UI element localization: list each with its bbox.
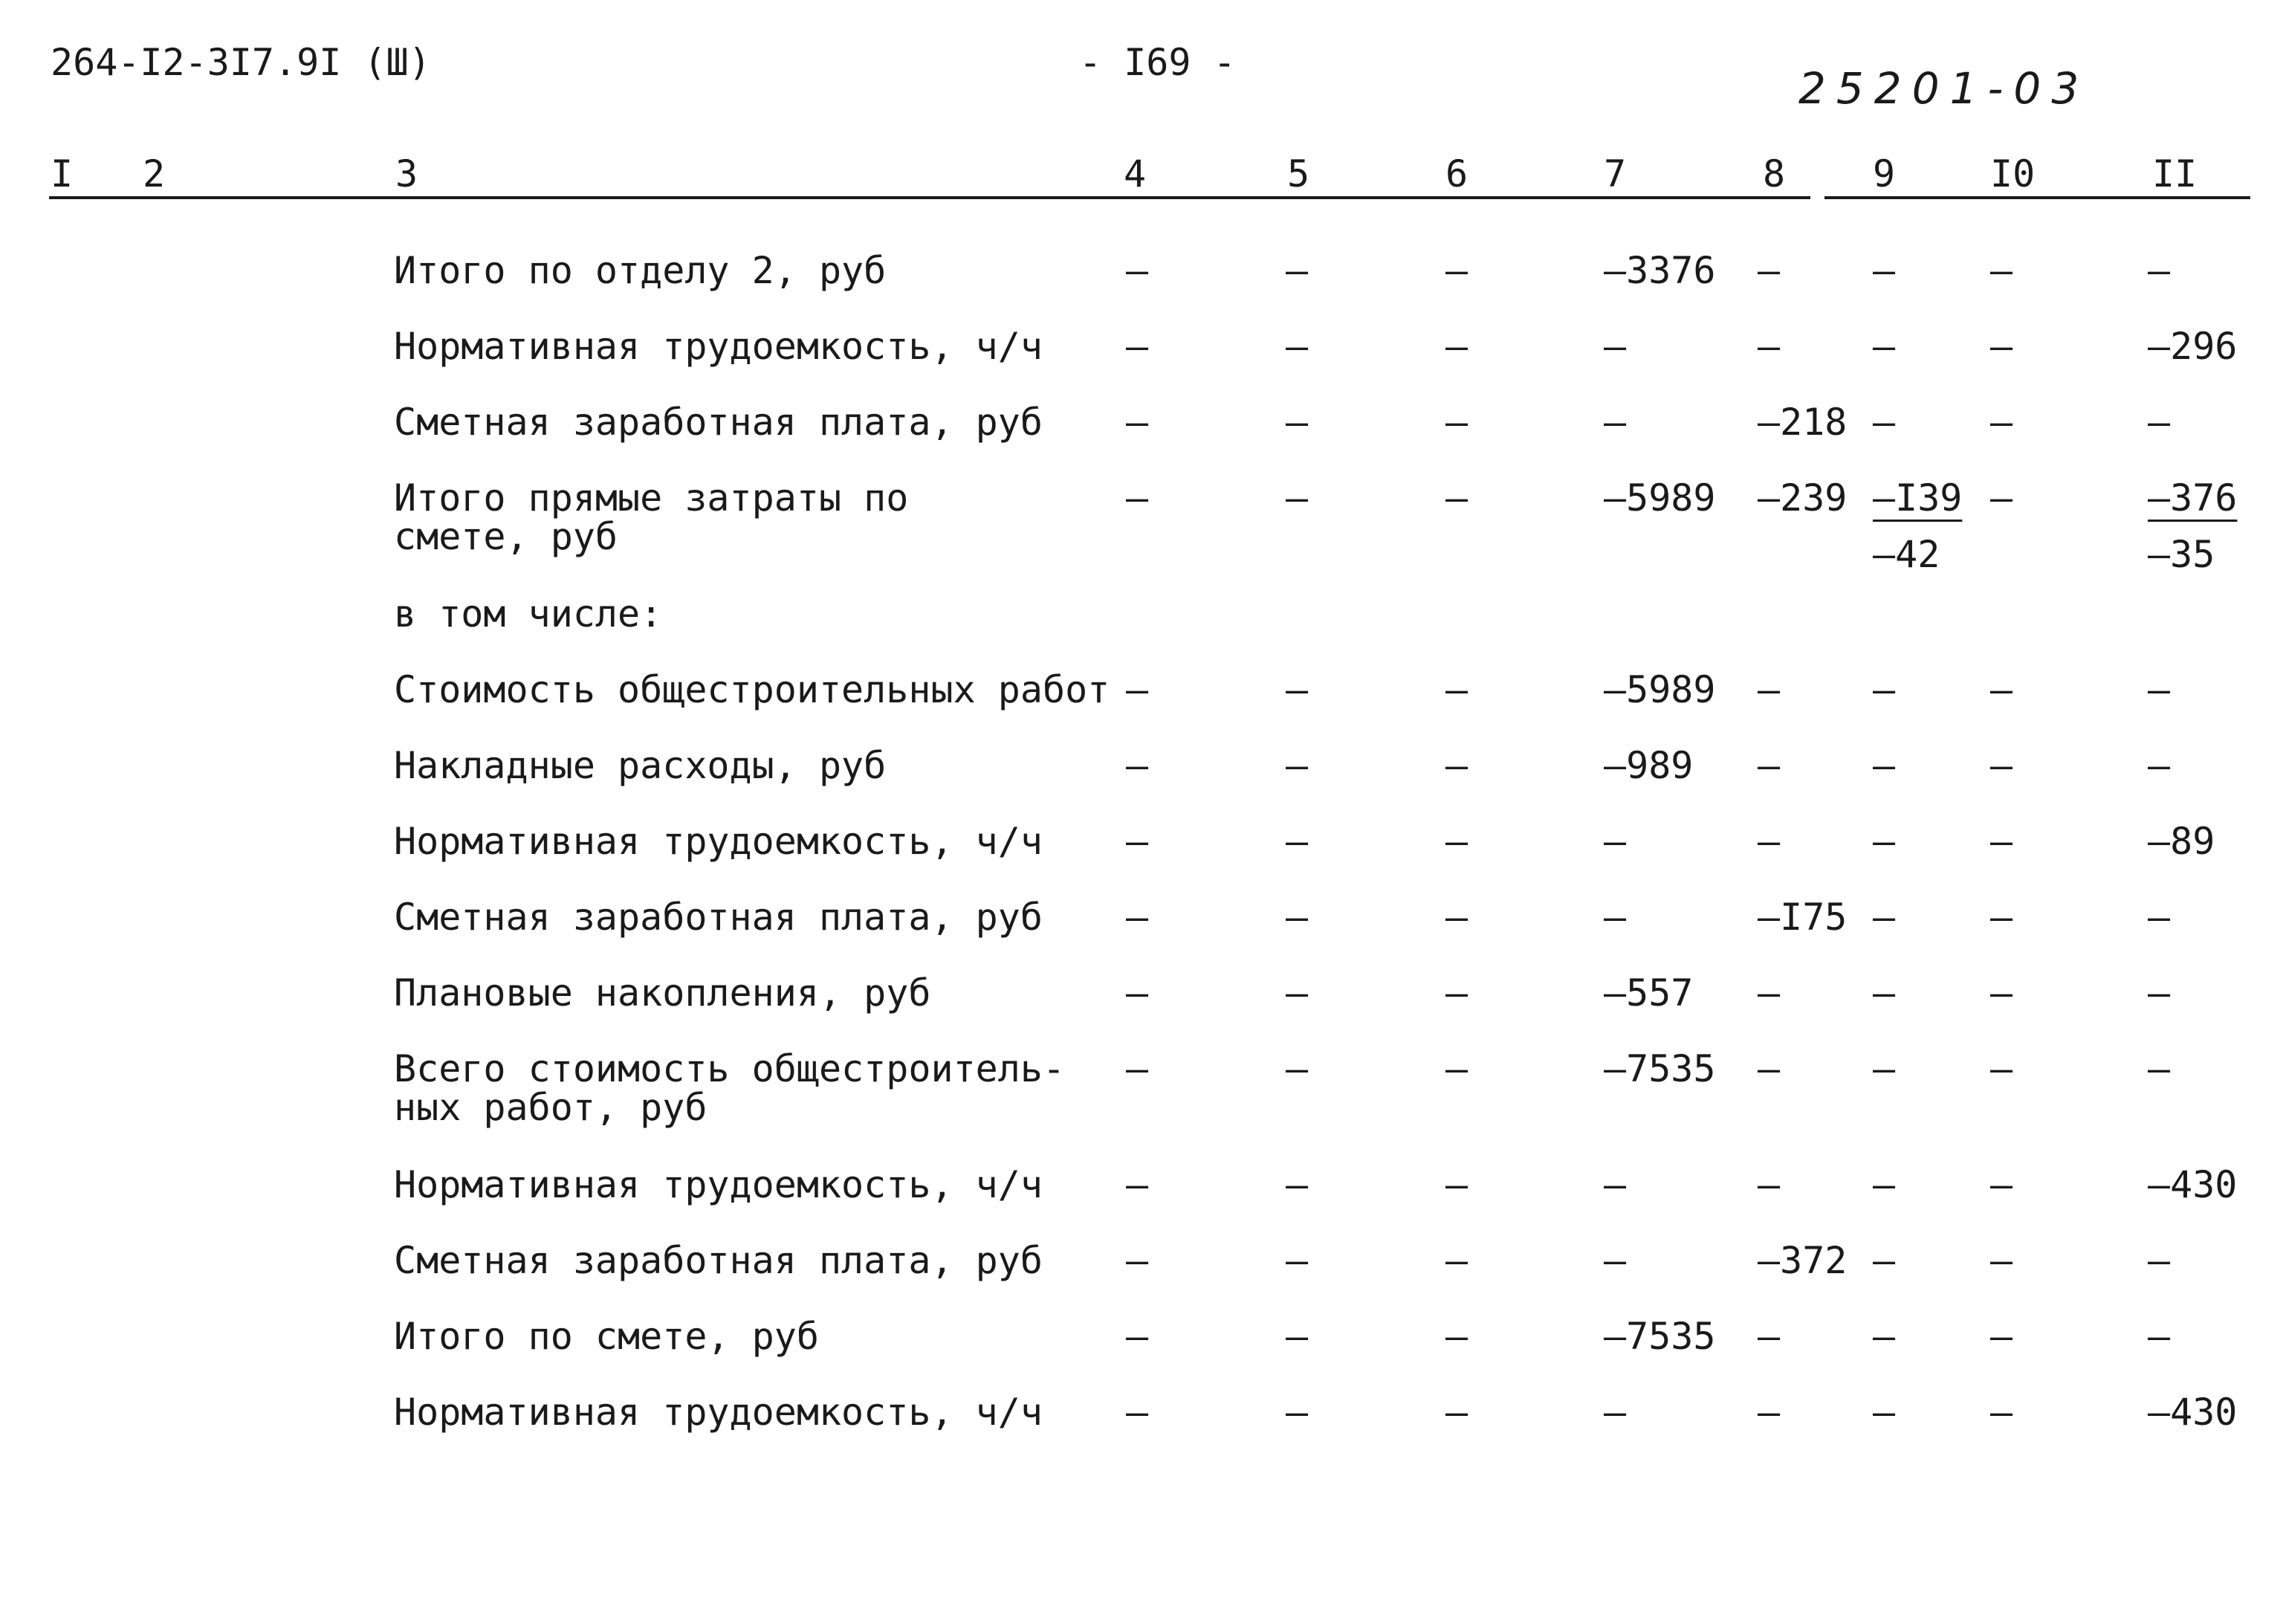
cell-col-11: – bbox=[2148, 249, 2171, 292]
cell-col-4: – bbox=[1126, 1391, 1149, 1434]
row-label: Нормативная трудоемкость, ч/ч bbox=[394, 325, 1043, 368]
cell-col-9: – bbox=[1873, 1239, 1896, 1282]
cell-col-9: – bbox=[1873, 971, 1896, 1015]
cell-col-6: – bbox=[1445, 820, 1468, 863]
row-label: Нормативная трудоемкость, ч/ч bbox=[394, 1391, 1043, 1434]
cell-col-7: –557 bbox=[1604, 971, 1694, 1015]
cell-col-11: –430 bbox=[2148, 1391, 2238, 1434]
cell-col-9: – bbox=[1873, 1391, 1896, 1434]
cell-col-11: – bbox=[2148, 971, 2171, 1015]
row-label: Всего стоимость общестроитель- bbox=[394, 1047, 1066, 1090]
page-number: - I69 - bbox=[1079, 41, 1236, 84]
cell-col-7: – bbox=[1604, 1163, 1627, 1206]
cell-col-5: – bbox=[1286, 971, 1309, 1015]
cell-col-8: – bbox=[1758, 1047, 1781, 1090]
row-label: Нормативная трудоемкость, ч/ч bbox=[394, 820, 1043, 863]
cell-col-7: – bbox=[1604, 325, 1627, 368]
cell-col-10: – bbox=[1990, 476, 2013, 520]
column-header-4: 4 bbox=[1124, 152, 1147, 195]
cell-col-8: – bbox=[1758, 1163, 1781, 1206]
cell-col-8: – bbox=[1758, 971, 1781, 1015]
cell-col-9: – bbox=[1873, 325, 1896, 368]
cell-col-4: – bbox=[1126, 249, 1149, 292]
cell-col-11: – bbox=[2148, 1315, 2171, 1358]
row-label: Сметная заработная плата, руб bbox=[394, 1239, 1043, 1282]
cell-col-6: – bbox=[1445, 971, 1468, 1015]
cell-col-11: – bbox=[2148, 896, 2171, 939]
column-header-5: 5 bbox=[1287, 152, 1310, 195]
row-label: Итого прямые затраты по bbox=[394, 476, 909, 520]
cell-col-5: – bbox=[1286, 896, 1309, 939]
cell-col-10: – bbox=[1990, 971, 2013, 1015]
column-header-11: II bbox=[2152, 152, 2198, 195]
cell-col-5: – bbox=[1286, 744, 1309, 787]
cell-col-6: – bbox=[1445, 401, 1468, 444]
cell-col-8: – bbox=[1758, 325, 1781, 368]
cell-col-8: –I75 bbox=[1758, 896, 1848, 939]
row-label: Сметная заработная плата, руб bbox=[394, 896, 1043, 939]
cell-col-5: – bbox=[1286, 401, 1309, 444]
cell-col-10: – bbox=[1990, 820, 2013, 863]
cell-col-9: –I39 bbox=[1873, 476, 1963, 520]
cell-col-10: – bbox=[1990, 1315, 2013, 1358]
cell-col-8: – bbox=[1758, 1391, 1781, 1434]
row-label: Итого по отделу 2, руб bbox=[394, 249, 887, 292]
column-header-7: 7 bbox=[1604, 152, 1627, 195]
cell-col-4: – bbox=[1126, 1163, 1149, 1206]
cell-col-10: – bbox=[1990, 1239, 2013, 1282]
cell-col-11: –376 bbox=[2148, 476, 2238, 520]
cell-col-5: – bbox=[1286, 249, 1309, 292]
cell-col-11: – bbox=[2148, 1047, 2171, 1090]
cell-col-9-denominator: –42 bbox=[1873, 533, 1940, 576]
cell-col-5: – bbox=[1286, 1239, 1309, 1282]
cell-col-7: –5989 bbox=[1604, 668, 1716, 711]
cell-col-6: – bbox=[1445, 896, 1468, 939]
row-label: Нормативная трудоемкость, ч/ч bbox=[394, 1163, 1043, 1206]
cell-col-5: – bbox=[1286, 325, 1309, 368]
cell-col-10: – bbox=[1990, 401, 2013, 444]
cell-col-6: – bbox=[1445, 1391, 1468, 1434]
cell-col-6: – bbox=[1445, 744, 1468, 787]
cell-col-5: – bbox=[1286, 476, 1309, 520]
cell-col-6: – bbox=[1445, 1163, 1468, 1206]
cell-col-9: – bbox=[1873, 744, 1896, 787]
row-label: в том числе: bbox=[394, 592, 663, 635]
cell-col-7: –3376 bbox=[1604, 249, 1716, 292]
cell-col-6: – bbox=[1445, 668, 1468, 711]
cell-col-11: –296 bbox=[2148, 325, 2238, 368]
cell-col-5: – bbox=[1286, 1047, 1309, 1090]
cell-col-9: – bbox=[1873, 820, 1896, 863]
cell-col-11: –430 bbox=[2148, 1163, 2238, 1206]
cell-col-5: – bbox=[1286, 1391, 1309, 1434]
cell-col-6: – bbox=[1445, 1047, 1468, 1090]
cell-col-10: – bbox=[1990, 249, 2013, 292]
cell-col-9: – bbox=[1873, 1163, 1896, 1206]
cell-col-5: – bbox=[1286, 820, 1309, 863]
cell-col-9: – bbox=[1873, 401, 1896, 444]
cell-col-11: – bbox=[2148, 668, 2171, 711]
cell-col-7: – bbox=[1604, 1391, 1627, 1434]
row-label: смете, руб bbox=[394, 515, 618, 558]
column-header-6: 6 bbox=[1445, 152, 1468, 195]
cell-col-9: – bbox=[1873, 1315, 1896, 1358]
cell-col-5: – bbox=[1286, 1315, 1309, 1358]
row-label: Накладные расходы, руб bbox=[394, 744, 887, 787]
cell-col-4: – bbox=[1126, 668, 1149, 711]
cell-col-8: – bbox=[1758, 249, 1781, 292]
cell-col-4: – bbox=[1126, 744, 1149, 787]
document-code: 264-I2-3I7.9I (Ш) bbox=[51, 41, 431, 84]
cell-col-8: – bbox=[1758, 744, 1781, 787]
cell-col-7: –5989 bbox=[1604, 476, 1716, 520]
cell-col-6: – bbox=[1445, 325, 1468, 368]
cell-col-9: – bbox=[1873, 896, 1896, 939]
cell-col-10: – bbox=[1990, 325, 2013, 368]
row-label: ных работ, руб bbox=[394, 1086, 707, 1129]
column-header-1: I bbox=[51, 152, 74, 195]
cell-col-10: – bbox=[1990, 1047, 2013, 1090]
cell-col-10: – bbox=[1990, 668, 2013, 711]
cell-col-4: – bbox=[1126, 1047, 1149, 1090]
cell-col-4: – bbox=[1126, 1315, 1149, 1358]
cell-col-4: – bbox=[1126, 476, 1149, 520]
cell-col-10: – bbox=[1990, 1163, 2013, 1206]
cell-col-7: – bbox=[1604, 820, 1627, 863]
column-header-2: 2 bbox=[143, 152, 166, 195]
cell-col-10: – bbox=[1990, 896, 2013, 939]
cell-col-11-denominator: –35 bbox=[2148, 533, 2215, 576]
cell-col-6: – bbox=[1445, 249, 1468, 292]
cell-col-10: – bbox=[1990, 1391, 2013, 1434]
column-header-10: I0 bbox=[1990, 152, 2036, 195]
cell-col-9: – bbox=[1873, 668, 1896, 711]
column-header-8: 8 bbox=[1763, 152, 1786, 195]
cell-col-7: –7535 bbox=[1604, 1047, 1716, 1090]
cell-col-8: –372 bbox=[1758, 1239, 1848, 1282]
cell-col-7: – bbox=[1604, 401, 1627, 444]
cell-col-6: – bbox=[1445, 1315, 1468, 1358]
cell-col-4: – bbox=[1126, 896, 1149, 939]
cell-col-7: – bbox=[1604, 896, 1627, 939]
row-label: Стоимость общестроительных работ bbox=[394, 668, 1110, 711]
row-label: Плановые накопления, руб bbox=[394, 971, 931, 1015]
cell-col-5: – bbox=[1286, 668, 1309, 711]
cell-col-11: – bbox=[2148, 401, 2171, 444]
header-rule-left bbox=[49, 196, 1810, 199]
cell-col-9: – bbox=[1873, 1047, 1896, 1090]
column-header-9: 9 bbox=[1873, 152, 1896, 195]
cell-col-8: –239 bbox=[1758, 476, 1848, 520]
cell-col-4: – bbox=[1126, 1239, 1149, 1282]
cell-col-4: – bbox=[1126, 971, 1149, 1015]
cell-col-11: –89 bbox=[2148, 820, 2215, 863]
cell-col-7: –7535 bbox=[1604, 1315, 1716, 1358]
header-rule-right bbox=[1824, 196, 2250, 199]
registration-stamp-number: 25201-03 bbox=[1798, 63, 2090, 114]
cell-col-11: – bbox=[2148, 744, 2171, 787]
cell-col-7: –989 bbox=[1604, 744, 1694, 787]
row-label: Сметная заработная плата, руб bbox=[394, 401, 1043, 444]
cell-col-9: – bbox=[1873, 249, 1896, 292]
cell-col-8: – bbox=[1758, 668, 1781, 711]
cell-col-8: –218 bbox=[1758, 401, 1848, 444]
cell-col-11: – bbox=[2148, 1239, 2171, 1282]
cell-col-5: – bbox=[1286, 1163, 1309, 1206]
column-header-3: 3 bbox=[395, 152, 418, 195]
row-label: Итого по смете, руб bbox=[394, 1315, 819, 1358]
cell-col-10: – bbox=[1990, 744, 2013, 787]
cell-col-6: – bbox=[1445, 1239, 1468, 1282]
cell-col-4: – bbox=[1126, 401, 1149, 444]
cell-col-7: – bbox=[1604, 1239, 1627, 1282]
cell-col-4: – bbox=[1126, 820, 1149, 863]
cell-col-4: – bbox=[1126, 325, 1149, 368]
cell-col-8: – bbox=[1758, 1315, 1781, 1358]
cell-col-8: – bbox=[1758, 820, 1781, 863]
cell-col-6: – bbox=[1445, 476, 1468, 520]
